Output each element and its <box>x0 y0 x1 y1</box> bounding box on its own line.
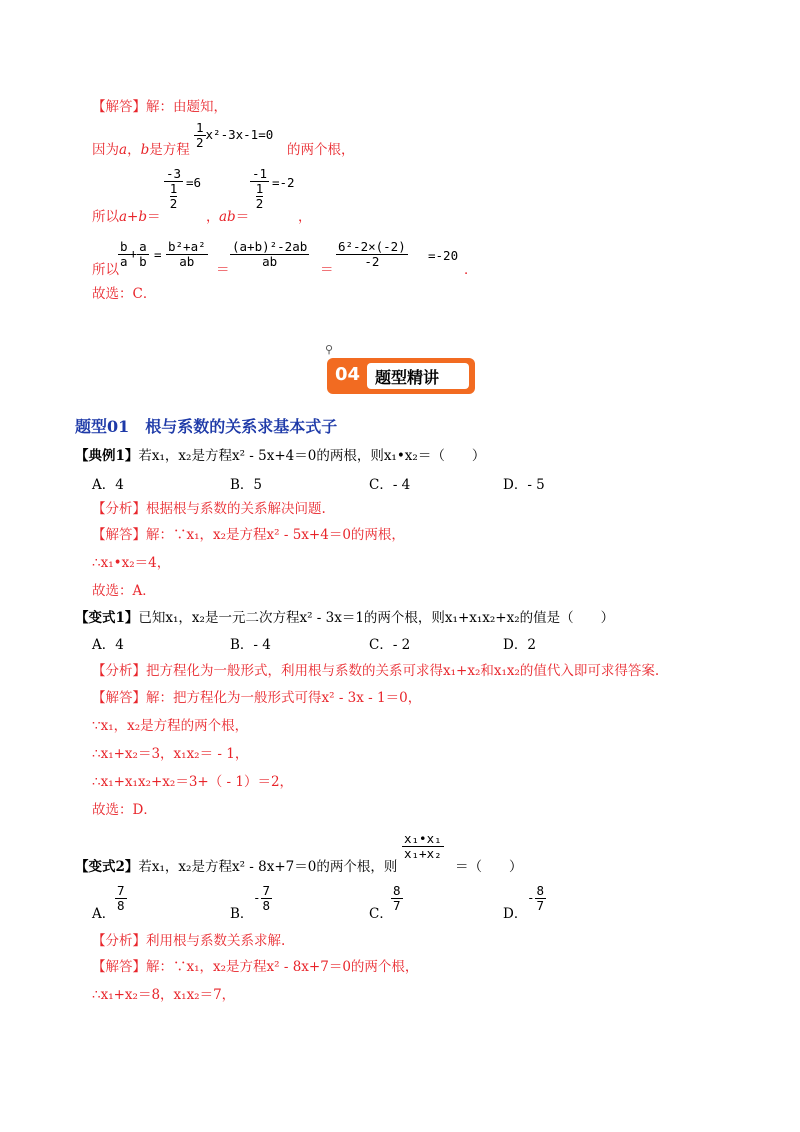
option-c: C． <box>369 906 393 922</box>
equation-rest: x²-3x-1=0 <box>205 127 274 142</box>
text: ， <box>206 209 220 225</box>
solution-line: 【解答】解：∵x₁，x₂是方程x² - 8x+7＝0的两个根， <box>92 959 419 975</box>
frac-num: 1 <box>255 181 264 196</box>
prod-fraction <box>250 167 269 211</box>
section-banner <box>327 358 475 394</box>
frac-den: 7 <box>536 898 545 913</box>
solution-line: ∴x₁+x₂＝8，x₁x₂＝7， <box>92 987 236 1003</box>
example1-stem <box>75 447 485 465</box>
example-label: 【典例1】 <box>75 448 139 464</box>
frac-num: 8 <box>536 883 545 898</box>
text: ， <box>298 209 312 225</box>
frac-num: -3 <box>166 166 182 181</box>
variant-stem-end: ＝（ ） <box>455 859 523 875</box>
text: 所以 <box>92 209 119 225</box>
intro-solution-line1 <box>92 98 227 116</box>
result-value: =-20 <box>428 248 459 263</box>
option-b: B．- 4 <box>230 637 271 653</box>
example-stem-text: 若x₁，x₂是方程x² - 5x+4＝0的两根，则x₁•x₂＝（ ） <box>138 448 486 464</box>
sum-fraction <box>164 167 183 211</box>
frac-den: -2 <box>364 254 380 269</box>
variant2-stem <box>75 858 397 876</box>
analysis: 【分析】根据根与系数的关系解决问题. <box>92 501 326 517</box>
option-d: D．- 5 <box>503 477 545 493</box>
frac-num: 7 <box>117 883 125 898</box>
choice-line: 故选：C． <box>92 286 157 302</box>
frac-num: 8 <box>393 883 401 898</box>
text: 所以 <box>92 262 119 278</box>
frac-3 <box>230 240 309 269</box>
solution-line: ∴x₁•x₂＝4， <box>92 555 171 571</box>
option-b: B． <box>230 906 254 922</box>
frac-num: 6²-2×(-2) <box>338 239 406 254</box>
option-d: D．2 <box>503 637 536 653</box>
text: ． <box>464 262 478 278</box>
solution-line: ∵x₁，x₂是方程的两个根， <box>92 718 249 734</box>
frac-b-over-a-plus-a-over-b: $\frac{b}{a}$ + $\frac{a}{b}$ <box>120 239 147 269</box>
sign: - <box>527 890 535 905</box>
sum-value: =6 <box>186 175 202 190</box>
var-a: a <box>119 142 128 158</box>
variant-label: 【变式1】 <box>75 610 139 626</box>
option-c: C．- 4 <box>369 477 411 493</box>
solution-tag: 【解答】 <box>92 99 146 115</box>
frac-den: 8 <box>117 898 125 913</box>
option-a-fraction <box>115 884 127 913</box>
variant1-stem <box>75 609 614 627</box>
solution-line: ∴x₁+x₁x₂+x₂＝3+（ - 1）＝2， <box>92 774 294 790</box>
solution-line: 【解答】解：把方程化为一般形式可得x² - 3x - 1＝0， <box>92 690 422 706</box>
text: ＝ <box>216 262 230 278</box>
option-a: A． <box>92 906 116 922</box>
frac-num: b²+a² <box>168 239 206 254</box>
frac-num: 1 <box>169 181 178 196</box>
solution-line: 故选：A． <box>92 583 156 599</box>
variant-stem-text: 已知x₁，x₂是一元二次方程x² - 3x＝1的两个根，则x₁+x₁x₂+x₂的值是（ ） <box>138 610 615 626</box>
intro-solution-line2 <box>92 141 190 159</box>
option-b-fraction <box>253 884 272 913</box>
expr-sum: a+b <box>119 209 148 225</box>
option-c: C．- 2 <box>369 637 411 653</box>
option-b: B．5 <box>230 477 263 493</box>
option-a: A．4 <box>92 637 124 653</box>
frac-den: 2 <box>255 196 264 211</box>
frac-den: 8 <box>262 898 271 913</box>
frac-den: 2 <box>196 135 204 150</box>
solution-line: 故选：D． <box>92 802 157 818</box>
frac-2 <box>166 240 208 269</box>
section-title: 题型01 根与系数的关系求基本式子 <box>75 417 338 436</box>
text: 是方程 <box>149 142 190 158</box>
equation-image-1 <box>194 121 273 150</box>
solution-text: 解：由题知， <box>146 99 227 115</box>
text: ＝ <box>320 262 334 278</box>
option-c-fraction <box>391 884 403 913</box>
banner-title: 题型精讲 <box>375 368 440 387</box>
frac-den: 7 <box>393 898 401 913</box>
frac-num: 1 <box>196 120 204 135</box>
text: ＝ <box>147 209 161 225</box>
text: ＝ <box>235 209 250 225</box>
frac-den: x₁+x₂ <box>404 846 442 861</box>
banner-number: 04 <box>335 364 361 385</box>
variant2-fraction <box>402 832 444 861</box>
frac-num: 7 <box>262 883 271 898</box>
frac-num: (a+b)²-2ab <box>232 239 308 254</box>
text: 因为 <box>92 142 119 158</box>
analysis: 【分析】利用根与系数关系求解. <box>92 933 286 949</box>
text: 的两个根， <box>287 142 355 158</box>
prod-label <box>219 208 249 226</box>
frac-4 <box>336 240 408 269</box>
option-d: D． <box>503 906 528 922</box>
solution-line: 【解答】解：∵x₁，x₂是方程x² - 5x+4＝0的两根， <box>92 527 405 543</box>
prod-value: =-2 <box>272 175 295 190</box>
frac-den: ab <box>262 254 278 269</box>
analysis: 【分析】把方程化为一般形式，利用根与系数的关系可求得x₁+x₂和x₁x₂的值代入即可求得答案. <box>92 663 660 679</box>
option-a: A．4 <box>92 477 124 493</box>
frac-den: ab <box>179 254 195 269</box>
pin-icon: ⚲ <box>325 343 334 356</box>
variant-label: 【变式2】 <box>75 859 139 875</box>
sign: - <box>253 890 261 905</box>
var-b: b <box>140 142 150 158</box>
text: ， <box>127 142 141 158</box>
option-d-fraction <box>527 884 546 913</box>
expr-prod: ab <box>219 209 236 225</box>
frac-num: -1 <box>252 166 268 181</box>
solution-line: ∴x₁+x₂＝3，x₁x₂＝ - 1， <box>92 746 249 762</box>
frac-den: 2 <box>169 196 178 211</box>
frac-num: x₁•x₁ <box>404 831 442 846</box>
variant-stem-text: 若x₁，x₂是方程x² - 8x+7＝0的两个根，则 <box>138 859 398 875</box>
intro-solution-line3 <box>92 208 161 226</box>
